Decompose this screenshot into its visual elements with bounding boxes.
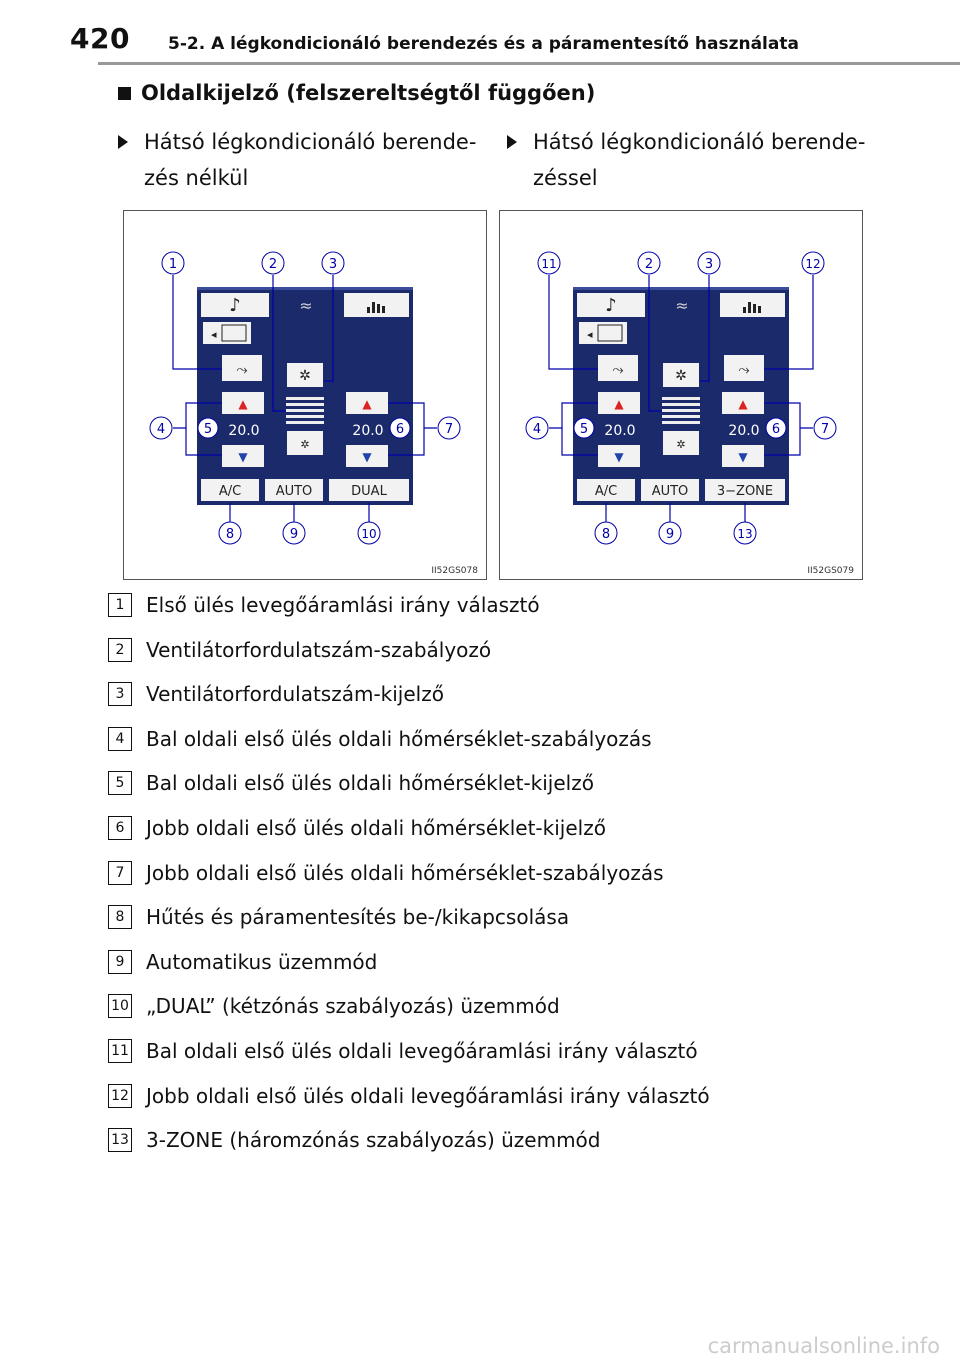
- svg-text:7: 7: [820, 422, 830, 437]
- arrow-down-icon: ▼: [738, 450, 748, 464]
- fan-icon: ✲: [675, 368, 687, 384]
- legend-text: 3-ZONE (háromzónás szabályozás) üzemmód: [146, 1128, 601, 1153]
- svg-text:◂: ◂: [587, 328, 593, 341]
- legend-item: [108, 679, 710, 724]
- legend-item: [108, 1036, 710, 1081]
- triangle-bullet-icon: [118, 135, 128, 149]
- subhead-left-line-1: Hátsó légkondicionáló berende-: [144, 130, 477, 154]
- svg-text:7: 7: [444, 422, 454, 437]
- svg-text:1: 1: [168, 257, 178, 272]
- callout-marker: [526, 417, 548, 439]
- svg-text:DUAL: DUAL: [351, 484, 387, 499]
- music-note-icon: ♪: [605, 295, 617, 316]
- callout-marker: [322, 252, 344, 274]
- svg-text:5: 5: [579, 422, 589, 437]
- svg-text:8: 8: [601, 527, 611, 542]
- legend-item: [108, 768, 710, 813]
- callout-marker: [766, 418, 786, 438]
- legend-text: Jobb oldali első ülés oldali levegőáramlási irány választó: [146, 1083, 710, 1108]
- legend-item: [108, 902, 710, 947]
- legend-number: 3: [108, 682, 132, 706]
- legend-text: „DUAL” (kétzónás szabályozás) üzemmód: [146, 994, 560, 1019]
- legend-number: 7: [108, 861, 132, 885]
- airflow-mode-icon: ≈: [299, 296, 313, 315]
- legend-number: 6: [108, 816, 132, 840]
- callout-marker: [390, 418, 410, 438]
- page-number: 420: [70, 22, 130, 55]
- legend-number: 2: [108, 638, 132, 662]
- panel-without-rear-ac: [123, 210, 487, 580]
- arrow-up-icon: ▲: [238, 397, 248, 411]
- fan-icon: ✲: [299, 368, 311, 384]
- legend-text: Automatikus üzemmód: [146, 949, 378, 974]
- callout-marker: [150, 417, 172, 439]
- svg-text:3: 3: [704, 257, 714, 272]
- section-heading: [118, 81, 595, 105]
- legend-number: 5: [108, 771, 132, 795]
- callout-marker: [814, 417, 836, 439]
- watermark: carmanualsonline.info: [707, 1334, 940, 1358]
- callout-marker: [734, 522, 756, 544]
- right-temp-display: 20.0: [728, 423, 760, 439]
- callout-marker: [262, 252, 284, 274]
- svg-text:4: 4: [532, 422, 542, 437]
- callout-marker: [219, 522, 241, 544]
- equalizer-tab[interactable]: [344, 293, 409, 317]
- svg-text:9: 9: [665, 527, 675, 542]
- callout-marker: [574, 418, 594, 438]
- legend-item: [108, 947, 710, 992]
- legend-item: [108, 724, 710, 769]
- legend-text: Bal oldali első ülés oldali hőmérséklet-szabályozás: [146, 726, 652, 751]
- callout-marker: [198, 418, 218, 438]
- chapter-title: 5-2. A légkondicionáló berendezés és a páramentesítő használata: [168, 34, 799, 54]
- callout-marker: [698, 252, 720, 274]
- arrow-up-icon: ▲: [738, 397, 748, 411]
- svg-text:A/C: A/C: [218, 484, 242, 499]
- svg-text:6: 6: [395, 422, 405, 437]
- airflow-direction-icon: ⤳: [738, 362, 750, 378]
- legend-item: [108, 1081, 710, 1126]
- legend-text: Ventilátorfordulatszám-kijelző: [146, 682, 444, 707]
- legend-list: [108, 590, 710, 1170]
- airflow-direction-icon: ⤳: [236, 362, 248, 378]
- fan-small-icon: ✲: [676, 438, 686, 451]
- svg-text:9: 9: [289, 527, 299, 542]
- page-header: [0, 0, 960, 64]
- svg-text:6: 6: [771, 422, 781, 437]
- callout-marker: [438, 417, 460, 439]
- callout-marker: [358, 522, 380, 544]
- svg-text:5: 5: [203, 422, 213, 437]
- legend-text: Jobb oldali első ülés oldali hőmérséklet-kijelző: [146, 815, 606, 840]
- legend-item: [108, 858, 710, 903]
- legend-text: Jobb oldali első ülés oldali hőmérséklet-szabályozás: [146, 860, 664, 885]
- callout-marker: [283, 522, 305, 544]
- airflow-direction-icon: ⤳: [612, 362, 624, 378]
- legend-text: Bal oldali első ülés oldali levegőáramlási irány választó: [146, 1038, 698, 1063]
- header-rule: [98, 62, 960, 65]
- legend-number: 1: [108, 593, 132, 617]
- svg-text:3−ZONE: 3−ZONE: [716, 484, 774, 499]
- legend-number: 8: [108, 905, 132, 929]
- figure-code: II52GS079: [807, 566, 854, 576]
- callout-marker: [802, 252, 824, 274]
- equalizer-tab[interactable]: [720, 293, 785, 317]
- legend-text: Ventilátorfordulatszám-szabályozó: [146, 637, 492, 662]
- svg-text:12: 12: [805, 257, 821, 271]
- figure-code: II52GS078: [431, 566, 478, 576]
- svg-text:A/C: A/C: [594, 484, 618, 499]
- svg-text:3: 3: [328, 257, 338, 272]
- svg-text:11: 11: [541, 257, 557, 271]
- subhead-right-line-2: zéssel: [533, 166, 598, 190]
- legend-text: Első ülés levegőáramlási irány választó: [146, 593, 540, 617]
- svg-text:◂: ◂: [211, 328, 217, 341]
- legend-number: 9: [108, 950, 132, 974]
- section-title: Oldalkijelző (felszereltségtől függően): [141, 81, 596, 105]
- legend-number: 10: [108, 994, 132, 1018]
- legend-text: Hűtés és páramentesítés be-/kikapcsolása: [146, 905, 570, 930]
- arrow-down-icon: ▼: [614, 450, 624, 464]
- legend-item: [108, 813, 710, 858]
- subhead-right-line-1: Hátsó légkondicionáló berende-: [533, 130, 866, 154]
- bullet-square-icon: [118, 87, 131, 100]
- music-note-icon: ♪: [229, 295, 241, 316]
- svg-text:13: 13: [737, 527, 753, 541]
- left-temp-display: 20.0: [228, 423, 260, 439]
- callout-marker: [595, 522, 617, 544]
- legend-item: [108, 590, 710, 635]
- triangle-bullet-icon: [507, 135, 517, 149]
- legend-number: 13: [108, 1128, 132, 1152]
- fan-small-icon: ✲: [300, 438, 310, 451]
- arrow-up-icon: ▲: [614, 397, 624, 411]
- legend-number: 4: [108, 727, 132, 751]
- panel-with-rear-ac: [499, 210, 863, 580]
- callout-marker: [659, 522, 681, 544]
- legend-item: [108, 635, 710, 680]
- callout-marker: [638, 252, 660, 274]
- legend-text: Bal oldali első ülés oldali hőmérséklet-kijelző: [146, 771, 594, 796]
- subhead-right: [507, 124, 877, 196]
- arrow-down-icon: ▼: [362, 450, 372, 464]
- callout-marker: [162, 252, 184, 274]
- svg-text:2: 2: [268, 257, 278, 272]
- climate-screen-illustration-right: [500, 211, 862, 579]
- right-temp-display: 20.0: [352, 423, 384, 439]
- svg-text:2: 2: [644, 257, 654, 272]
- airflow-mode-icon: ≈: [675, 296, 689, 315]
- legend-item: [108, 991, 710, 1036]
- callout-marker: [538, 252, 560, 274]
- arrow-up-icon: ▲: [362, 397, 372, 411]
- arrow-down-icon: ▼: [238, 450, 248, 464]
- legend-item: [108, 1125, 710, 1170]
- legend-number: 11: [108, 1039, 132, 1063]
- svg-text:4: 4: [156, 422, 166, 437]
- svg-text:10: 10: [361, 527, 377, 541]
- svg-text:8: 8: [225, 527, 235, 542]
- subhead-left-line-2: zés nélkül: [144, 166, 249, 190]
- svg-text:AUTO: AUTO: [275, 484, 313, 499]
- svg-text:AUTO: AUTO: [651, 484, 689, 499]
- left-temp-display: 20.0: [604, 423, 636, 439]
- subhead-left: [118, 124, 488, 196]
- legend-number: 12: [108, 1084, 132, 1108]
- climate-screen-illustration-left: [124, 211, 486, 579]
